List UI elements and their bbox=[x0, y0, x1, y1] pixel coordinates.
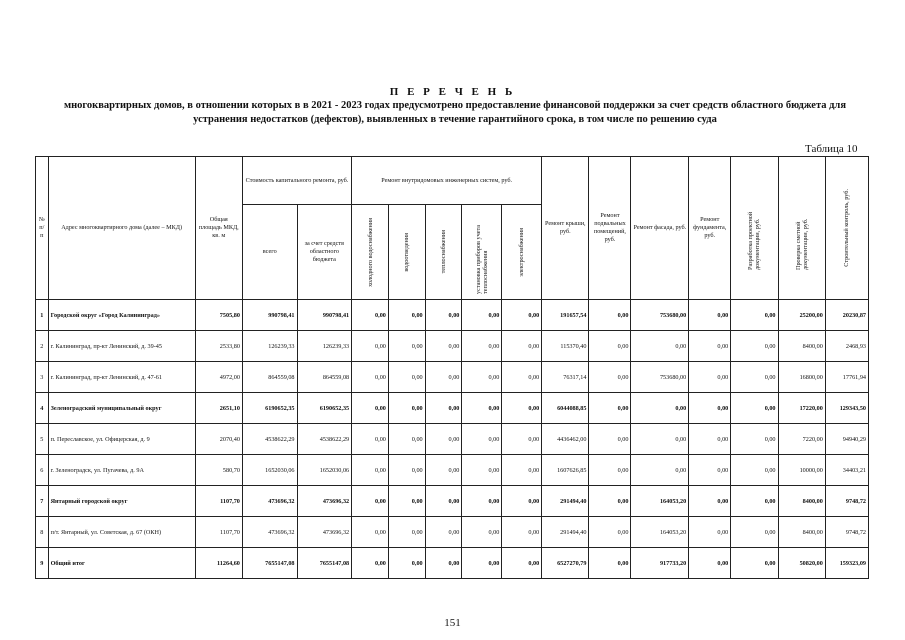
cell-foundation: 0,00 bbox=[689, 300, 731, 331]
cell-foundation: 0,00 bbox=[689, 517, 731, 548]
cell-area: 4972,00 bbox=[195, 362, 242, 393]
cell-control: 34403,21 bbox=[825, 455, 868, 486]
table-row bbox=[36, 300, 869, 331]
cell-heat: 0,00 bbox=[425, 362, 462, 393]
cell-total: 473696,32 bbox=[242, 517, 297, 548]
cell-estimate: 16800,00 bbox=[778, 362, 825, 393]
cell-basement: 0,00 bbox=[589, 424, 631, 455]
table-row bbox=[36, 331, 869, 362]
cell-basement: 0,00 bbox=[589, 455, 631, 486]
cell-electric: 0,00 bbox=[502, 424, 542, 455]
cell-facade: 917733,20 bbox=[631, 548, 689, 579]
cell-design: 0,00 bbox=[731, 517, 778, 548]
cell-num: 9 bbox=[36, 548, 49, 579]
cell-roof: 6044088,85 bbox=[542, 393, 589, 424]
cell-num: 2 bbox=[36, 331, 49, 362]
cell-address: п. Переславское, ул. Офицерская, д. 9 bbox=[48, 424, 195, 455]
cell-regional: 990798,41 bbox=[297, 300, 352, 331]
cell-basement: 0,00 bbox=[589, 393, 631, 424]
cell-total: 1652030,06 bbox=[242, 455, 297, 486]
table-row bbox=[36, 548, 869, 579]
cell-control: 129343,50 bbox=[825, 393, 868, 424]
cell-area: 1107,70 bbox=[195, 517, 242, 548]
cell-electric: 0,00 bbox=[502, 548, 542, 579]
cell-total: 473696,32 bbox=[242, 486, 297, 517]
table-number: Таблица 10 bbox=[805, 143, 858, 155]
cell-facade: 0,00 bbox=[631, 331, 689, 362]
cell-design: 0,00 bbox=[731, 424, 778, 455]
cell-total: 7655147,08 bbox=[242, 548, 297, 579]
cell-estimate: 8400,00 bbox=[778, 486, 825, 517]
cell-heat: 0,00 bbox=[425, 486, 462, 517]
cell-num: 3 bbox=[36, 362, 49, 393]
cell-cold: 0,00 bbox=[352, 362, 389, 393]
cell-heat: 0,00 bbox=[425, 424, 462, 455]
header-num: № п/п bbox=[36, 157, 49, 300]
header-cost-group: Стоимость капитального ремонта, руб. bbox=[242, 157, 351, 205]
cell-estimate: 8400,00 bbox=[778, 331, 825, 362]
cell-address: Зеленоградский муниципальный округ bbox=[48, 393, 195, 424]
cell-heat: 0,00 bbox=[425, 517, 462, 548]
table-body bbox=[36, 300, 869, 579]
header-cost-regional: за счет средств областного бюджета bbox=[297, 205, 352, 300]
cell-regional: 7655147,08 bbox=[297, 548, 352, 579]
cell-meters: 0,00 bbox=[462, 424, 502, 455]
cell-cold: 0,00 bbox=[352, 455, 389, 486]
cell-regional: 473696,32 bbox=[297, 517, 352, 548]
cell-regional: 1652030,06 bbox=[297, 455, 352, 486]
header-foundation: Ремонт фундамента, руб. bbox=[689, 157, 731, 300]
cell-roof: 291494,40 bbox=[542, 486, 589, 517]
cell-address: п/т. Янтарный, ул. Советская, д. 67 (ОКН) bbox=[48, 517, 195, 548]
header-area: Общая площадь МКД, кв. м bbox=[195, 157, 242, 300]
cell-meters: 0,00 bbox=[462, 548, 502, 579]
cell-drain: 0,00 bbox=[388, 300, 425, 331]
cell-address: г. Калининград, пр-кт Ленинский, д. 39-45 bbox=[48, 331, 195, 362]
cell-electric: 0,00 bbox=[502, 517, 542, 548]
cell-address: Янтарный городской округ bbox=[48, 486, 195, 517]
cell-total: 126239,33 bbox=[242, 331, 297, 362]
cell-facade: 164053,20 bbox=[631, 486, 689, 517]
cell-estimate: 7220,00 bbox=[778, 424, 825, 455]
cell-area: 580,70 bbox=[195, 455, 242, 486]
header-sys-electric: электроснабжения bbox=[502, 205, 542, 300]
cell-control: 2468,93 bbox=[825, 331, 868, 362]
cell-electric: 0,00 bbox=[502, 486, 542, 517]
cell-design: 0,00 bbox=[731, 331, 778, 362]
header-design-docs: Разработка проектной документации, руб. bbox=[731, 157, 778, 300]
cell-cold: 0,00 bbox=[352, 424, 389, 455]
table-row bbox=[36, 424, 869, 455]
cell-control: 9748,72 bbox=[825, 517, 868, 548]
cell-cold: 0,00 bbox=[352, 331, 389, 362]
cell-drain: 0,00 bbox=[388, 517, 425, 548]
cell-basement: 0,00 bbox=[589, 331, 631, 362]
header-sys-heating: теплоснабжения bbox=[425, 205, 462, 300]
cell-control: 9748,72 bbox=[825, 486, 868, 517]
financing-table bbox=[35, 156, 869, 579]
cell-meters: 0,00 bbox=[462, 331, 502, 362]
cell-foundation: 0,00 bbox=[689, 331, 731, 362]
cell-heat: 0,00 bbox=[425, 300, 462, 331]
document-title: П Е Р Е Ч Е Н Ь bbox=[389, 86, 516, 98]
cell-regional: 4538622,29 bbox=[297, 424, 352, 455]
cell-foundation: 0,00 bbox=[689, 548, 731, 579]
header-estimate-check: Проверка сметной документации, руб. bbox=[778, 157, 825, 300]
cell-address: Общий итог bbox=[48, 548, 195, 579]
cell-basement: 0,00 bbox=[589, 517, 631, 548]
cell-estimate: 10000,00 bbox=[778, 455, 825, 486]
cell-cold: 0,00 bbox=[352, 300, 389, 331]
cell-facade: 753680,00 bbox=[631, 362, 689, 393]
header-address: Адрес многоквартирного дома (далее – МКД) bbox=[48, 157, 195, 300]
cell-foundation: 0,00 bbox=[689, 393, 731, 424]
cell-roof: 191657,54 bbox=[542, 300, 589, 331]
cell-regional: 864559,08 bbox=[297, 362, 352, 393]
cell-area: 7505,80 bbox=[195, 300, 242, 331]
cell-meters: 0,00 bbox=[462, 455, 502, 486]
cell-basement: 0,00 bbox=[589, 300, 631, 331]
cell-foundation: 0,00 bbox=[689, 486, 731, 517]
cell-facade: 753680,00 bbox=[631, 300, 689, 331]
table-row bbox=[36, 486, 869, 517]
cell-drain: 0,00 bbox=[388, 393, 425, 424]
cell-area: 2533,80 bbox=[195, 331, 242, 362]
cell-estimate: 25200,00 bbox=[778, 300, 825, 331]
cell-num: 7 bbox=[36, 486, 49, 517]
header-facade: Ремонт фасада, руб. bbox=[631, 157, 689, 300]
cell-design: 0,00 bbox=[731, 486, 778, 517]
cell-roof: 76317,14 bbox=[542, 362, 589, 393]
cell-area: 11264,60 bbox=[195, 548, 242, 579]
table-row bbox=[36, 362, 869, 393]
cell-meters: 0,00 bbox=[462, 517, 502, 548]
cell-roof: 115370,40 bbox=[542, 331, 589, 362]
cell-electric: 0,00 bbox=[502, 455, 542, 486]
header-sys-drainage: водоотведения bbox=[388, 205, 425, 300]
cell-regional: 126239,33 bbox=[297, 331, 352, 362]
cell-control: 20230,87 bbox=[825, 300, 868, 331]
cell-electric: 0,00 bbox=[502, 393, 542, 424]
cell-estimate: 8400,00 bbox=[778, 517, 825, 548]
cell-control: 94940,29 bbox=[825, 424, 868, 455]
cell-estimate: 50820,00 bbox=[778, 548, 825, 579]
cell-design: 0,00 bbox=[731, 300, 778, 331]
cell-facade: 0,00 bbox=[631, 393, 689, 424]
cell-basement: 0,00 bbox=[589, 486, 631, 517]
cell-regional: 473696,32 bbox=[297, 486, 352, 517]
cell-drain: 0,00 bbox=[388, 424, 425, 455]
cell-cold: 0,00 bbox=[352, 486, 389, 517]
cell-drain: 0,00 bbox=[388, 331, 425, 362]
cell-estimate: 17220,00 bbox=[778, 393, 825, 424]
header-construction-control: Строительный контроль, руб. bbox=[825, 157, 868, 300]
cell-num: 4 bbox=[36, 393, 49, 424]
header-roof: Ремонт крыши, руб. bbox=[542, 157, 589, 300]
cell-total: 4538622,29 bbox=[242, 424, 297, 455]
cell-heat: 0,00 bbox=[425, 331, 462, 362]
cell-area: 2070,40 bbox=[195, 424, 242, 455]
cell-meters: 0,00 bbox=[462, 362, 502, 393]
cell-drain: 0,00 bbox=[388, 548, 425, 579]
cell-meters: 0,00 bbox=[462, 393, 502, 424]
cell-num: 5 bbox=[36, 424, 49, 455]
cell-roof: 291494,40 bbox=[542, 517, 589, 548]
header-basement: Ремонт подвальных помещений, руб. bbox=[589, 157, 631, 300]
cell-regional: 6190652,35 bbox=[297, 393, 352, 424]
cell-area: 1107,70 bbox=[195, 486, 242, 517]
cell-address: г. Зеленоградск, ул. Пугачева, д. 9А bbox=[48, 455, 195, 486]
cell-foundation: 0,00 bbox=[689, 424, 731, 455]
cell-total: 864559,08 bbox=[242, 362, 297, 393]
page-number: 151 bbox=[444, 617, 461, 629]
cell-num: 6 bbox=[36, 455, 49, 486]
cell-facade: 164053,20 bbox=[631, 517, 689, 548]
cell-num: 1 bbox=[36, 300, 49, 331]
cell-cold: 0,00 bbox=[352, 393, 389, 424]
header-sys-meters: установка приборов учета теплоснабжения bbox=[462, 205, 502, 300]
cell-design: 0,00 bbox=[731, 393, 778, 424]
cell-foundation: 0,00 bbox=[689, 455, 731, 486]
cell-heat: 0,00 bbox=[425, 393, 462, 424]
header-sys-cold-water: холодного водоснабжения bbox=[352, 205, 389, 300]
cell-foundation: 0,00 bbox=[689, 362, 731, 393]
cell-basement: 0,00 bbox=[589, 548, 631, 579]
cell-total: 6190652,35 bbox=[242, 393, 297, 424]
header-systems-group: Ремонт внутридомовых инженерных систем, руб. bbox=[352, 157, 542, 205]
cell-design: 0,00 bbox=[731, 548, 778, 579]
cell-electric: 0,00 bbox=[502, 362, 542, 393]
cell-basement: 0,00 bbox=[589, 362, 631, 393]
cell-address: г. Калининград, пр-кт Ленинский, д. 47-61 bbox=[48, 362, 195, 393]
cell-facade: 0,00 bbox=[631, 455, 689, 486]
cell-total: 990798,41 bbox=[242, 300, 297, 331]
cell-electric: 0,00 bbox=[502, 300, 542, 331]
cell-roof: 4436462,00 bbox=[542, 424, 589, 455]
table-row bbox=[36, 393, 869, 424]
cell-drain: 0,00 bbox=[388, 455, 425, 486]
cell-address: Городской округ «Город Калининград» bbox=[48, 300, 195, 331]
cell-cold: 0,00 bbox=[352, 517, 389, 548]
document-subtitle: многоквартирных домов, в отношении которых в в 2021 - 2023 годах предусмотрено предоставление финансовой поддержки за счет средств областного бюджета для устранения недостатков (дефектов), выявленных в течение гарантийного срока, в том числе по решению суда bbox=[63, 100, 847, 125]
cell-control: 17761,94 bbox=[825, 362, 868, 393]
cell-meters: 0,00 bbox=[462, 486, 502, 517]
cell-design: 0,00 bbox=[731, 455, 778, 486]
cell-meters: 0,00 bbox=[462, 300, 502, 331]
cell-facade: 0,00 bbox=[631, 424, 689, 455]
cell-heat: 0,00 bbox=[425, 455, 462, 486]
table-row bbox=[36, 517, 869, 548]
cell-area: 2651,10 bbox=[195, 393, 242, 424]
cell-roof: 1607626,85 bbox=[542, 455, 589, 486]
cell-drain: 0,00 bbox=[388, 486, 425, 517]
cell-electric: 0,00 bbox=[502, 331, 542, 362]
header-cost-total: всего bbox=[242, 205, 297, 300]
table-row bbox=[36, 455, 869, 486]
cell-control: 159323,09 bbox=[825, 548, 868, 579]
cell-num: 8 bbox=[36, 517, 49, 548]
cell-heat: 0,00 bbox=[425, 548, 462, 579]
cell-drain: 0,00 bbox=[388, 362, 425, 393]
cell-cold: 0,00 bbox=[352, 548, 389, 579]
cell-roof: 6527270,79 bbox=[542, 548, 589, 579]
cell-design: 0,00 bbox=[731, 362, 778, 393]
